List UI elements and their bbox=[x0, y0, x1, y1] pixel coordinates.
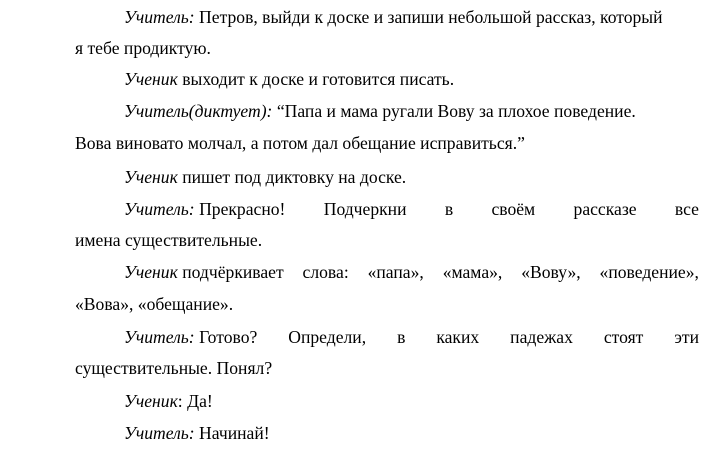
word: в bbox=[397, 327, 406, 347]
paragraph-line bbox=[75, 33, 699, 64]
speaker-label: Ученик bbox=[124, 262, 178, 282]
paragraph-line bbox=[124, 96, 699, 127]
paragraph-text: “Папа и мама ругали Вову за плохое поведение. bbox=[272, 101, 636, 121]
word: подчёркивает bbox=[182, 262, 284, 282]
word: каких bbox=[436, 327, 480, 347]
word: Подчеркни bbox=[323, 199, 407, 219]
word: «мама», bbox=[442, 262, 503, 282]
word: «поведение», bbox=[599, 262, 699, 282]
word: эти bbox=[674, 327, 699, 347]
paragraph-line bbox=[124, 386, 699, 417]
paragraph-text: пишет под диктовку на доске. bbox=[177, 167, 407, 187]
paragraph-line bbox=[75, 289, 699, 320]
paragraph-line bbox=[124, 64, 699, 95]
paragraph-text: имена существительные. bbox=[75, 230, 263, 250]
paragraph-line bbox=[124, 194, 699, 225]
word: падежах bbox=[510, 327, 573, 347]
paragraph-text: существительные. Понял? bbox=[75, 358, 273, 378]
paragraph-line bbox=[124, 2, 699, 33]
paragraph-text: Вова виновато молчал, а потом дал обещание исправиться.” bbox=[75, 133, 525, 153]
word: «папа», bbox=[367, 262, 424, 282]
word: «Вову», bbox=[521, 262, 581, 282]
word: стоят bbox=[603, 327, 644, 347]
paragraph-line bbox=[75, 353, 699, 384]
paragraph-line bbox=[75, 225, 699, 256]
word: все bbox=[674, 199, 699, 219]
word: своём bbox=[491, 199, 536, 219]
paragraph-line bbox=[124, 418, 699, 449]
word: слова: bbox=[302, 262, 349, 282]
word: в bbox=[444, 199, 454, 219]
word: рассказе bbox=[573, 199, 637, 219]
paragraph-text: выходит к доске и готовится писать. bbox=[177, 69, 455, 89]
speaker-label: Учитель: bbox=[124, 423, 195, 443]
paragraph-text: : Да! bbox=[177, 391, 213, 411]
word: Готово? bbox=[199, 327, 258, 347]
speaker-label: Ученик bbox=[124, 391, 178, 411]
speaker-label: Учитель: bbox=[124, 7, 195, 27]
paragraph-line bbox=[75, 128, 699, 159]
speaker-label: Ученик bbox=[124, 167, 178, 187]
paragraph-text: Начинай! bbox=[194, 423, 270, 443]
paragraph-text: «Вова», «обещание». bbox=[75, 294, 234, 314]
paragraph-line bbox=[124, 162, 699, 193]
speaker-label: Учитель: bbox=[124, 327, 195, 347]
paragraph-text: я тебе продиктую. bbox=[75, 38, 211, 58]
paragraph-line bbox=[124, 322, 699, 353]
speaker-label: Учитель: bbox=[124, 199, 195, 219]
speaker-label: Ученик bbox=[124, 69, 178, 89]
word: Определи, bbox=[288, 327, 367, 347]
speaker-label: Учитель(диктует): bbox=[124, 101, 273, 121]
paragraph-text: Петров, выйди к доске и запиши небольшой рассказ, который bbox=[194, 7, 663, 27]
word: Прекрасно! bbox=[199, 199, 286, 219]
paragraph-line bbox=[124, 257, 699, 288]
